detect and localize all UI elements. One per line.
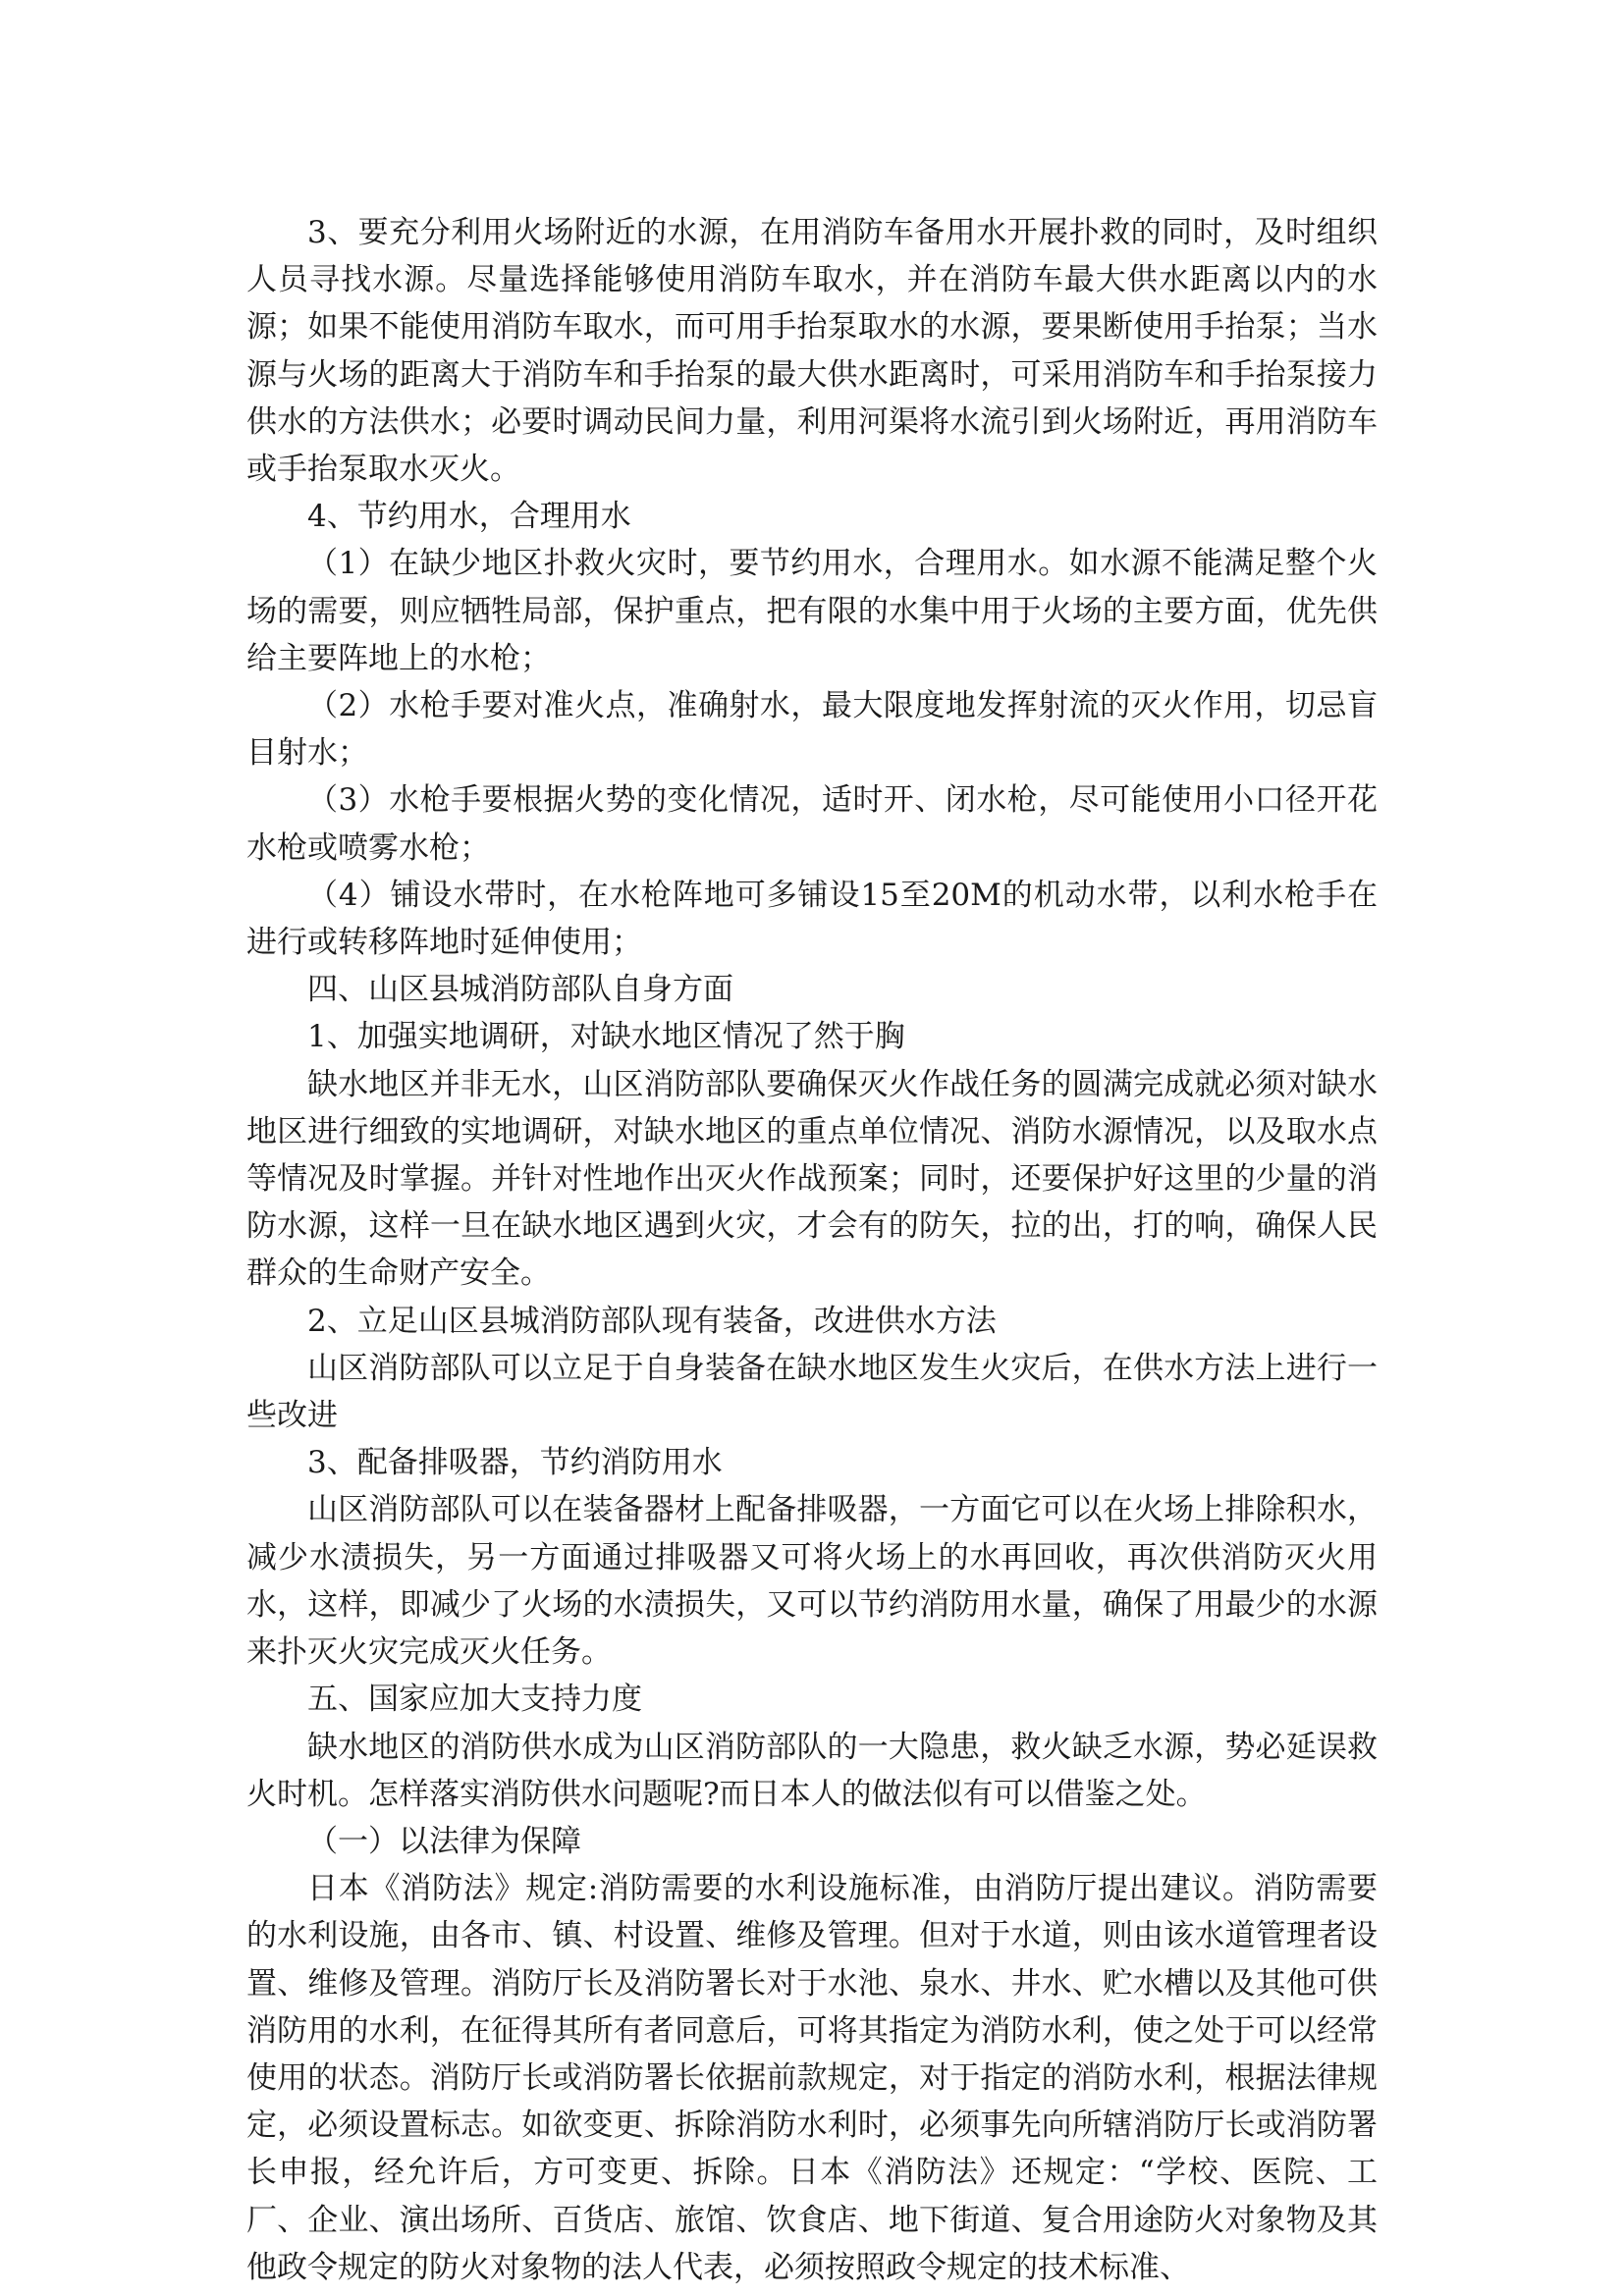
heading-legal-guarantee: （一）以法律为保障: [307, 1823, 581, 1859]
paragraph-drainage: 山区消防部队可以在装备器材上配备排吸器，一方面它可以在火场上排除积水，减少水渍损失，另一方面通过排吸器又可将火场上的水再回收，再次供消防灭火用水，这样，即减少了火场的水渍损失，又可以节约消防用水量，确保了用最少的水源来扑灭火灾完成灭火任务。: [246, 1492, 1378, 1671]
paragraph-water-source: 3、要充分利用火场附近的水源，在用消防车备用水开展扑救的同时，及时组织人员寻找水源。尽量选择能够使用消防车取水，并在消防车最大供水距离以内的水源；如果不能使用消防车取水，而可用手抬泵取水的水源，要果断使用手抬泵；当水源与火场的距离大于消防车和手抬泵的最大供水距离时，可采用消防车和手抬泵接力供水的方法供水；必要时调动民间力量，利用河渠将水流引到火场附近，再用消防车或手抬泵取水灭火。: [246, 215, 1378, 488]
heading-drainage: 3、配备排吸器，节约消防用水: [307, 1445, 723, 1481]
document-body: [246, 209, 1378, 2291]
paragraph-item-1: （1）在缺少地区扑救火灾时，要节约用水，合理用水。如水源不能满足整个火场的需要，则应牺牲局部，保护重点，把有限的水集中用于火场的主要方面，优先供给主要阵地上的水枪；: [246, 546, 1378, 676]
heading-section-4: 四、山区县城消防部队自身方面: [307, 972, 733, 1008]
paragraph-equipment: 山区消防部队可以立足于自身装备在缺水地区发生火灾后，在供水方法上进行一些改进: [246, 1350, 1378, 1434]
heading-research: 1、加强实地调研，对缺水地区情况了然于胸: [307, 1019, 905, 1055]
paragraph-item-4: （4）铺设水带时，在水枪阵地可多铺设15至20M的机动水带，以利水枪手在进行或转移阵地时延伸使用；: [246, 877, 1378, 961]
heading-save-water: 4、节约用水，合理用水: [307, 499, 631, 535]
heading-section-5: 五、国家应加大支持力度: [307, 1682, 642, 1718]
paragraph-national-support: 缺水地区的消防供水成为山区消防部队的一大隐患，救火缺乏水源，势必延误救火时机。怎样落实消防供水问题呢?而日本人的做法似有可以借鉴之处。: [246, 1729, 1378, 1812]
heading-equipment: 2、立足山区县城消防部队现有装备，改进供水方法: [307, 1303, 997, 1339]
paragraph-item-2: （2）水枪手要对准火点，准确射水，最大限度地发挥射流的灭火作用，切忌盲目射水；: [246, 688, 1378, 772]
paragraph-item-3: （3）水枪手要根据火势的变化情况，适时开、闭水枪，尽可能使用小口径开花水枪或喷雾水枪；: [246, 782, 1378, 866]
paragraph-japan-law: 日本《消防法》规定:消防需要的水利设施标准，由消防厅提出建议。消防需要的水利设施，由各市、镇、村设置、维修及管理。但对于水道，则由该水道管理者设置、维修及管理。消防厅长及消防署长对于水池、泉水、井水、贮水槽以及其他可供消防用的水利，在征得其所有者同意后，可将其指定为消防水利，使之处于可以经常使用的状态。消防厅长或消防署长依据前款规定，对于指定的消防水利，根据法律规定，必须设置标志。如欲变更、拆除消防水利时，必须事先向所辖消防厅长或消防署长申报，经允许后，方可变更、拆除。日本《消防法》还规定：“学校、医院、工厂、企业、演出场所、百货店、旅馆、饮食店、地下街道、复合用途防火对象物及其他政令规定的防火对象物的法人代表，必须按照政令规定的技术标准、: [246, 1871, 1378, 2285]
paragraph-research: 缺水地区并非无水，山区消防部队要确保灭火作战任务的圆满完成就必须对缺水地区进行细致的实地调研，对缺水地区的重点单位情况、消防水源情况，以及取水点等情况及时掌握。并针对性地作出灭火作战预案；同时，还要保护好这里的少量的消防水源，这样一旦在缺水地区遇到火灾，才会有的防矢，拉的出，打的响，确保人民群众的生命财产安全。: [246, 1066, 1378, 1292]
